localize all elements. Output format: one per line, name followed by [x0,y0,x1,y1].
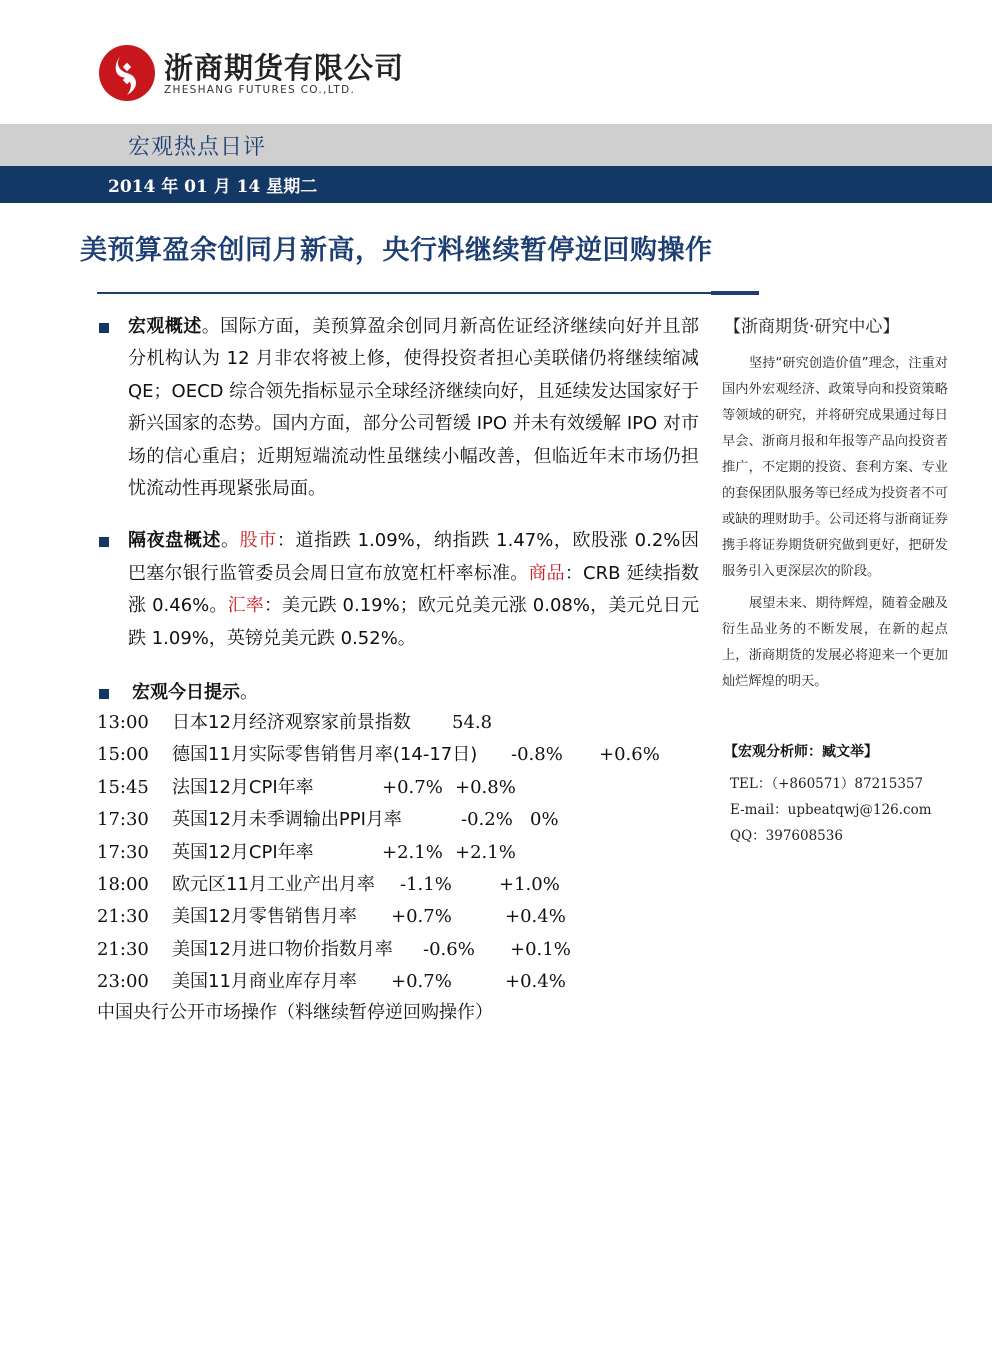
calendar-row [97,772,717,804]
calendar-previous: -0.2% [461,809,513,831]
commodities-label: 商品 [528,562,565,584]
main-column [97,311,699,709]
fx-label: 汇率 [227,595,264,617]
headline: 美预算盈余创同月新高，央行料继续暂停逆回购操作 [80,235,713,266]
macro-overview [97,311,699,505]
calendar-forecast: +1.0% [499,873,560,895]
economic-calendar [97,707,717,999]
headline-divider-accent [711,291,759,295]
calendar-time: 17:30 [97,809,149,831]
calendar-event: 英国12月未季调输出PPI月率 [172,809,402,831]
research-center-sidebar [722,312,948,695]
letterhead [0,0,992,124]
zheshang-logo-icon [98,44,156,102]
calendar-event: 美国12月零售销售月率 [172,906,357,928]
calendar-time: 21:30 [97,938,149,960]
stocks-text: ：道指跌 1.09%，纳指跌 1.47%，欧股涨 0.2%因巴塞尔银行监管委员会周日宣布放宽杠杆率标准。 [128,530,700,584]
calendar-row [97,966,717,998]
square-bullet-icon [99,537,109,547]
brand-name-en: ZHESHANG FUTURES CO.,LTD. [164,84,356,96]
fx-text: ：美元跌 0.19%；欧元兑美元涨 0.08%，美元兑日元跌 1.09%，英镑兑美元跌 0.52%。 [128,595,699,649]
analyst-name: 【宏观分析师：臧文举】 [724,744,878,760]
calendar-time: 18:00 [97,873,149,895]
calendar-event: 美国11月商业库存月率 [172,971,357,993]
calendar-event: 英国12月CPI年率 [172,841,314,863]
calendar-event: 法国12月CPI年率 [172,776,314,798]
calendar-previous: -1.1% [400,873,452,895]
today-tips-label: 宏观今日提示 [132,682,240,704]
sidebar-outlook: 展望未来、期待辉煌，随着金融及衍生品业务的不断发展，在新的起点上，浙商期货的发展必将迎来一个更加灿烂辉煌的明天。 [722,596,948,689]
overnight-label: 隔夜盘概述 [128,530,222,552]
calendar-row [97,934,717,966]
calendar-forecast: +0.8% [455,776,516,798]
overnight-overview [97,525,699,655]
report-type: 宏观热点日评 [128,135,267,160]
overnight-sep: 。 [221,530,240,552]
calendar-event: 美国12月进口物价指数月率 [172,938,393,960]
calendar-event: 日本12月经济观察家前景指数 [172,712,411,733]
calendar-previous: +0.7% [382,776,443,798]
analyst-qq: QQ：397608536 [730,828,843,844]
square-bullet-icon [99,323,109,333]
today-tips-heading [97,677,699,709]
calendar-previous: +2.1% [382,841,443,863]
calendar-previous: +0.7% [391,906,452,928]
calendar-time: 15:45 [97,776,149,798]
calendar-time: 17:30 [97,841,149,863]
calendar-forecast: +0.6% [599,744,660,766]
calendar-row [97,837,717,869]
calendar-row [97,707,717,739]
calendar-time: 21:30 [97,906,149,928]
report-date: 2014 年 01 月 14 星期二 [108,177,318,197]
calendar-time: 13:00 [97,712,149,733]
macro-overview-label: 宏观概述 [128,316,202,337]
sidebar-intro: 坚持“研究创造价值”理念，注重对国内外宏观经济、政策导向和投资策略等领域的研究，并将研究成果通过每日早会、浙商月报和年报等产品向投资者推广，不定期的投资、套利方案、专业的套保团队服务等已经成为投资者不可或缺的理财助手。公司还将与浙商证券携手将证券期货研究做到更好，把研发服务引入更深层次的阶段。 [722,356,948,579]
calendar-forecast: +2.1% [455,841,516,863]
calendar-forecast: +0.1% [510,938,571,960]
calendar-previous: -0.8% [511,744,563,766]
calendar-previous: 54.8 [452,712,493,733]
calendar-time: 15:00 [97,744,149,766]
pboc-operation-note: 中国央行公开市场操作（料继续暂停逆回购操作） [97,1002,493,1023]
stocks-label: 股市 [239,530,277,552]
calendar-forecast: 0% [530,809,559,831]
calendar-event: 欧元区11月工业产出月率 [172,873,375,895]
calendar-row [97,869,717,901]
calendar-row [97,739,717,771]
headline-divider [97,292,711,294]
commodities-text: ：CRB 延续指数涨 0.46%。 [128,562,699,617]
calendar-forecast: +0.4% [505,971,566,993]
brand-name-cn: 浙商期货有限公司 [164,51,405,85]
square-bullet-icon [99,689,109,699]
calendar-row [97,901,717,933]
macro-overview-text: 。国际方面，美预算盈余创同月新高佐证经济继续向好并且部分机构认为 12 月非农将被上修，使得投资者担心美联储仍将继续缩减 QE；OECD 综合领先指标显示全球经济继续向好，且延续发达国家好于新兴国家的态势。国内方面，部分公司暂缓 IPO 并未有效缓解 IPO 对市场的信心重启；近期短端流动性虽继续小幅改善，但临近年末市场仍担忧流动性再现紧张局面。 [128,316,699,500]
today-tips-sep: 。 [240,682,258,704]
analyst-email: E-mail：upbeatqwj@126.com [730,802,932,818]
analyst-tel: TEL：（+860571）87215357 [730,776,924,792]
sidebar-title: 【浙商期货·研究中心】 [724,317,900,337]
calendar-previous: +0.7% [391,971,452,993]
calendar-row [97,804,717,836]
calendar-time: 23:00 [97,971,149,993]
calendar-event: 德国11月实际零售销售月率(14-17日) [172,744,478,766]
calendar-forecast: +0.4% [505,906,566,928]
calendar-previous: -0.6% [423,938,475,960]
